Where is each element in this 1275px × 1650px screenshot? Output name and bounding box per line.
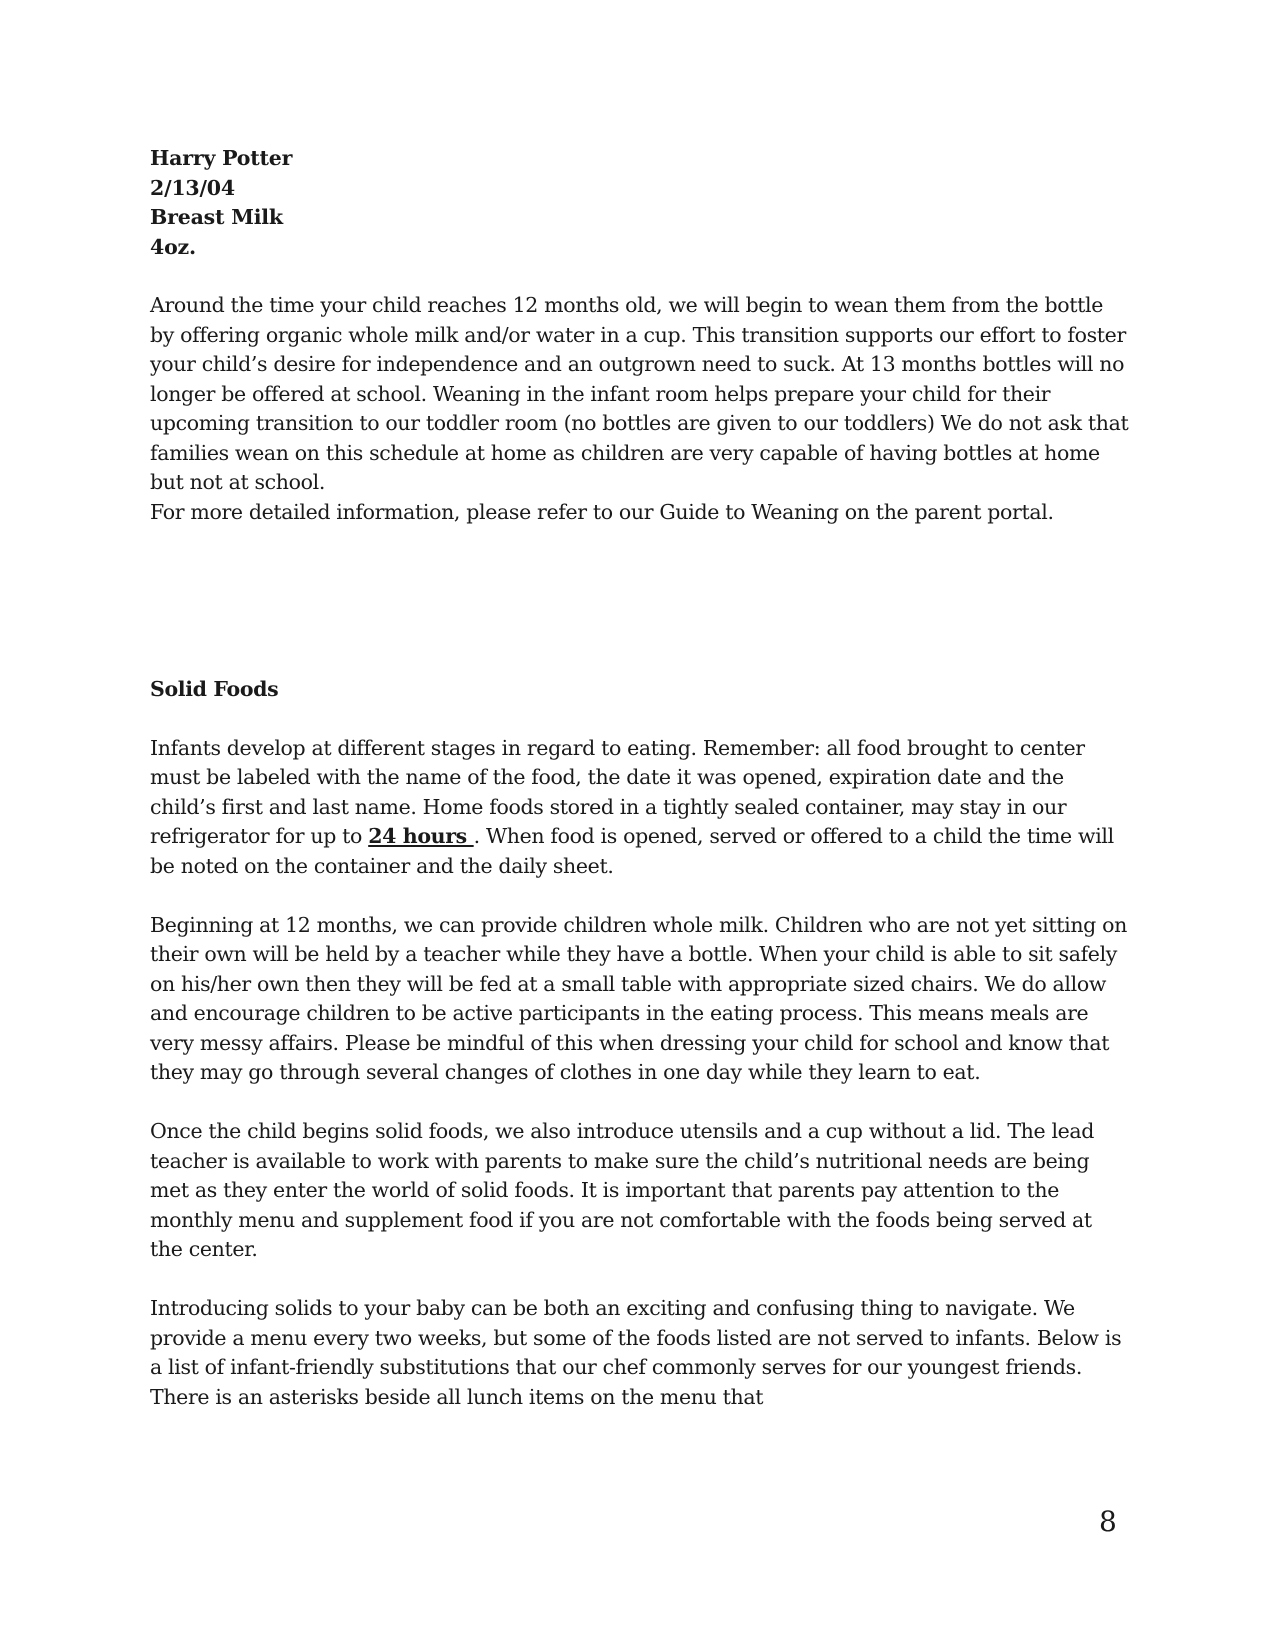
solid-foods-paragraph-2: Beginning at 12 months, we can provide children whole milk. Children who are not yet sitting on their own will be held by a teacher while they have a bottle. When your child is able to sit safely on his/her own then they will be fed at a small table with appropriate sized chairs. We do allow and encourage children to be active participants in the eating process. This means meals are very messy affairs. Please be mindful of this when dressing your child for school and know that they may go through several changes of clothes in one day while they learn to eat. bbox=[150, 912, 1127, 1084]
solid-foods-paragraph-1 bbox=[150, 734, 1130, 882]
label-child-name: Harry Potter bbox=[150, 146, 293, 170]
storage-duration-emphasis: 24 hours bbox=[368, 824, 474, 848]
solid-foods-paragraph-4: Introducing solids to your baby can be both an exciting and confusing thing to navigate. We provide a menu every two weeks, but some of the foods listed are not served to infants. Below is a list of infant-friendly substitutions that our chef commonly serves for our youngest friends. There is an asterisks beside all lunch items on the menu that bbox=[150, 1296, 1122, 1409]
label-date: 2/13/04 bbox=[150, 175, 235, 200]
label-contents: Breast Milk bbox=[150, 205, 283, 229]
weaning-more-info: For more detailed information, please refer to our Guide to Weaning on the parent portal. bbox=[150, 499, 1054, 524]
para1-text-before: Infants develop at different stages in regard to eating. Remember: all food brought to center must be labeled with the name of the food, the date it was opened, expiration date and the child’s first and last name. Home foods stored in a tightly sealed container, may stay in our refrigerator for up to bbox=[150, 735, 1085, 848]
page-content bbox=[150, 144, 1130, 1412]
label-amount: 4oz. bbox=[150, 234, 196, 259]
solid-foods-paragraph-3: Once the child begins solid foods, we also introduce utensils and a cup without a lid. The lead teacher is available to work with parents to make sure the child’s nutritional needs are being met as they enter the world of solid foods. It is important that parents pay attention to the monthly menu and supplement food if you are not comfortable with the foods being served at the center. bbox=[150, 1119, 1095, 1261]
para1-text-after: . When food is opened, served or offered to a child the time will be noted on the container and the daily sheet. bbox=[150, 824, 1114, 878]
page-number: 8 bbox=[1099, 1505, 1117, 1538]
weaning-paragraph: Around the time your child reaches 12 months old, we will begin to wean them from the bottle by offering organic whole milk and/or water in a cup. This transition supports our effort to foster your child’s desire for independence and an outgrown need to suck. At 13 months bottles will no longer be offered at school. Weaning in the infant room helps prepare your child for their upcoming transition to our toddler room (no bottles are given to our toddlers) We do not ask that families wean on this schedule at home as children are very capable of having bottles at home but not at school. bbox=[150, 293, 1129, 494]
bottle-label-example bbox=[150, 144, 1130, 262]
section-heading-solid-foods: Solid Foods bbox=[150, 677, 279, 701]
